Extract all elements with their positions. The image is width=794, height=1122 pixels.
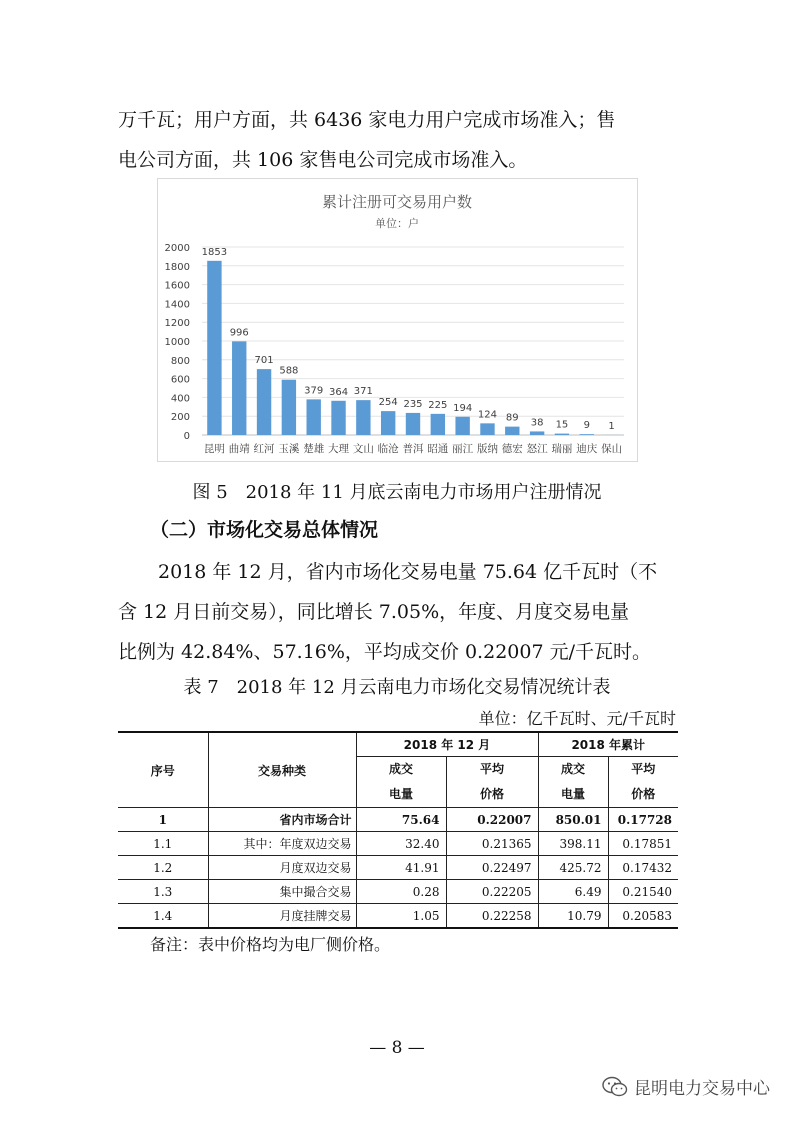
data-label: 701 [254,355,274,367]
row-month-volume: 41.91 [356,856,446,880]
x-tick-label: 保山 [601,443,623,455]
bar [207,261,221,435]
chart-subtitle: 单位：户 [375,217,419,230]
paragraph-line-3: 比例为 42.84%、57.16%，平均成交价 0.22007 元/千瓦时。 [118,641,651,663]
row-seq: 1.2 [118,856,208,880]
bar [257,369,271,435]
y-tick-label: 1800 [164,261,190,273]
y-tick-label: 1200 [164,318,190,330]
x-tick-label: 红河 [253,443,275,455]
x-tick-label: 临沧 [377,443,399,455]
row-year-volume: 850.01 [538,808,608,832]
row-seq: 1.1 [118,832,208,856]
trading-stats-table [118,731,678,929]
table-row [118,808,678,832]
x-tick-label: 玉溪 [278,443,300,455]
row-type: 月度挂牌交易 [208,904,356,929]
data-label: 588 [279,365,299,377]
row-type: 其中：年度双边交易 [208,832,356,856]
row-month-price: 0.22497 [446,856,538,880]
x-tick-label: 瑞丽 [551,443,573,455]
table-row [118,856,678,880]
y-tick-label: 200 [170,412,190,424]
bar [480,423,494,435]
row-year-price: 0.17851 [608,832,678,856]
row-month-volume: 1.05 [356,904,446,929]
x-tick-label: 昆明 [203,443,225,455]
table-row [118,880,678,904]
watermark-text: 昆明电力交易中心 [634,1079,770,1099]
row-year-price: 0.21540 [608,880,678,904]
x-tick-label: 怒江 [526,443,548,455]
bar [307,399,321,435]
data-label: 225 [428,399,448,411]
bar [331,401,345,435]
x-tick-label: 文山 [352,443,374,455]
y-tick-label: 800 [170,355,190,367]
row-type: 集中撮合交易 [208,880,356,904]
row-year-price: 0.17728 [608,808,678,832]
data-label: 15 [555,419,569,431]
paragraph-line-1: 2018 年 12 月，省内市场化交易电量 75.64 亿千瓦时（不 [158,561,658,583]
row-year-price: 0.20583 [608,904,678,929]
y-tick-label: 400 [170,393,190,405]
row-month-price: 0.21365 [446,832,538,856]
figure-caption: 图 5 2018 年 11 月底云南电力市场用户注册情况 [192,482,602,503]
chart-title: 累计注册可交易用户数 [321,193,473,211]
intro-line-2: 电公司方面，共 106 家售电公司完成市场准入。 [118,149,528,171]
data-label: 1 [608,420,615,432]
row-year-volume: 6.49 [538,880,608,904]
data-label: 124 [477,409,498,421]
data-label: 996 [229,327,249,339]
row-month-volume: 75.64 [356,808,446,832]
header-month-price: 平均 价格 [446,757,538,808]
table-row [118,904,678,929]
row-type: 省内市场合计 [208,808,356,832]
bar [282,380,296,435]
row-seq: 1.3 [118,880,208,904]
row-year-price: 0.17432 [608,856,678,880]
row-month-price: 0.22258 [446,904,538,929]
data-label: 371 [353,386,373,398]
x-tick-label: 丽江 [452,443,474,455]
x-tick-label: 版纳 [476,443,498,455]
data-label: 194 [453,402,473,414]
data-label: 235 [403,398,423,410]
row-year-volume: 398.11 [538,832,608,856]
bar [232,341,246,435]
paragraph-line-2: 含 12 月日前交易），同比增长 7.05%，年度、月度交易电量 [118,601,630,623]
x-tick-label: 大理 [328,443,350,455]
bar [381,411,395,435]
x-tick-label: 楚雄 [303,443,325,455]
data-label: 89 [505,412,519,424]
table-note: 备注：表中价格均为电厂侧价格。 [150,935,391,954]
row-month-volume: 0.28 [356,880,446,904]
watermark [602,1074,770,1099]
section-heading: （二）市场化交易总体情况 [150,519,379,541]
y-tick-label: 1400 [164,299,190,311]
header-month-volume: 成交 电量 [356,757,446,808]
data-label: 254 [378,397,398,409]
table-row [118,832,678,856]
bar [455,417,469,435]
header-seq: 序号 [118,732,208,808]
data-label: 38 [530,417,544,429]
data-label: 379 [304,385,324,397]
row-seq: 1 [118,808,208,832]
data-label: 364 [328,386,349,398]
bar [431,414,445,435]
registered-users-chart [157,178,638,462]
x-tick-label: 普洱 [402,443,424,455]
wechat-icon [602,1076,628,1098]
row-type: 月度双边交易 [208,856,356,880]
intro-line-1: 万千瓦；用户方面，共 6436 家电力用户完成市场准入；售 [118,109,616,131]
y-tick-label: 0 [183,431,190,442]
chart-svg [158,179,637,461]
page-number: — 8 — [369,1038,425,1058]
bar [356,400,370,435]
row-month-volume: 32.40 [356,832,446,856]
header-type: 交易种类 [208,732,356,808]
y-tick-label: 2000 [164,243,190,254]
header-month: 2018 年 12 月 [356,732,538,757]
row-seq: 1.4 [118,904,208,929]
table-caption: 表 7 2018 年 12 月云南电力市场化交易情况统计表 [183,677,611,698]
x-tick-label: 迪庆 [576,443,598,455]
row-year-volume: 10.79 [538,904,608,929]
bar [555,434,569,435]
row-year-volume: 425.72 [538,856,608,880]
row-month-price: 0.22205 [446,880,538,904]
bar [505,427,519,435]
x-tick-label: 曲靖 [228,443,250,455]
y-tick-label: 600 [170,374,190,386]
header-year-volume: 成交 电量 [538,757,608,808]
x-tick-label: 德宏 [501,443,523,455]
bar [530,431,544,435]
header-year-price: 平均 价格 [608,757,678,808]
row-month-price: 0.22007 [446,808,538,832]
y-tick-label: 1600 [164,280,190,292]
y-tick-label: 1000 [164,337,190,348]
table-unit: 单位：亿千瓦时、元/千瓦时 [478,709,676,728]
data-label: 1853 [201,246,228,258]
data-label: 9 [583,420,590,432]
bar [580,434,594,435]
header-year: 2018 年累计 [538,732,678,757]
bar [406,413,420,435]
x-tick-label: 昭通 [427,443,449,455]
